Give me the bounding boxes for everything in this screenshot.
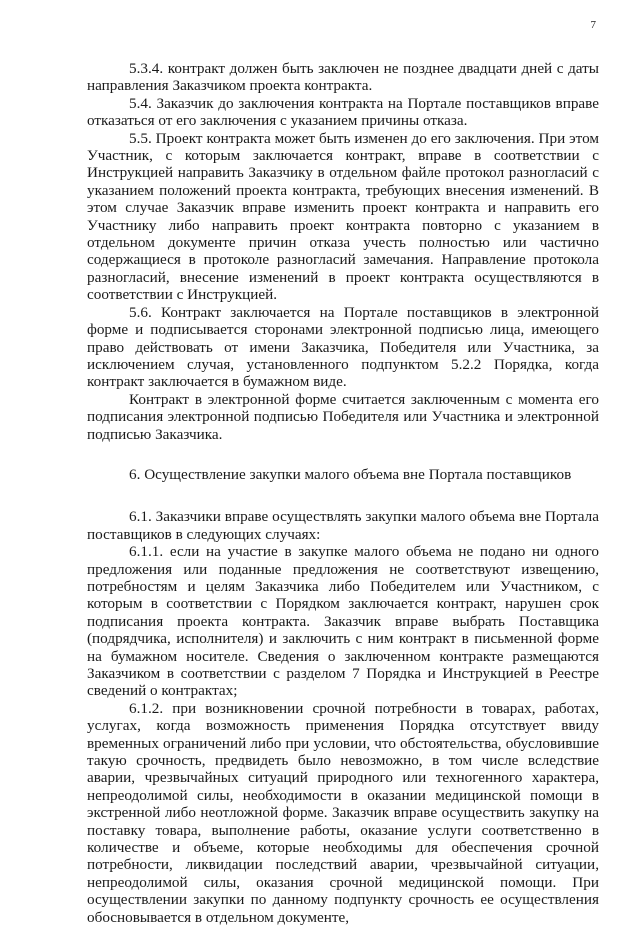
paragraph-6-1: 6.1. Заказчики вправе осуществлять закупки малого объема вне Портала поставщиков в следующих случаях: — [87, 508, 599, 543]
paragraph-5-4: 5.4. Заказчик до заключения контракта на Портале поставщиков вправе отказаться от его заключения с указанием причины отказа. — [87, 94, 599, 130]
paragraph-5-3-4: 5.3.4. контракт должен быть заключен не позднее двадцати дней с даты направления Заказчиком проекта контракта. — [87, 60, 599, 95]
document-body — [87, 60, 599, 926]
paragraph-6-1-2: 6.1.2. при возникновении срочной потребности в товарах, работах, услугах, когда возможность применения Порядка отсутствует ввиду временных ограничений либо при условии, что обстоятельства, обусловившие такую срочность, предвидеть было невозможно, в том числе вследствие аварии, чрезвычайных ситуаций природного или техногенного характера, непреодолимой силы, необходимости в оказании медицинской помощи в экстренной либо неотложной форме. Заказчик вправе осуществить закупку на поставку товара, выполнение работы, оказание услуги соответственно в количестве и объеме, которые необходимы для обеспечения срочной потребности, ликвидации последствий аварии, чрезвычайной ситуации, непреодолимой силы, оказания срочной медицинской помощи. При осуществлении закупки по данному подпункту срочность ее осуществления обосновывается в отдельном документе, — [87, 699, 599, 926]
paragraph-5-5: 5.5. Проект контракта может быть изменен до его заключения. При этом Участник, с которым заключается контракт, вправе в соответствии с Инструкцией направить Заказчику в отдельном файле протокол разногласий с указанием положений проекта контракта, требующих внесения изменений. В этом случае Заказчик вправе изменить проект контракта и направить его Участнику либо направить проект контракта повторно с указанием в отдельном документе причин отказа учесть полностью или частично содержащиеся в протоколе разногласий замечания. Направление протокола разногласий, внесение изменений в проект контракта осуществляются в соответствии с Инструкцией. — [87, 129, 599, 304]
paragraph-5-6: 5.6. Контракт заключается на Портале поставщиков в электронной форме и подписывается сторонами электронной подписью лица, имеющего право действовать от имени Заказчика, Победителя или Участника, за исключением случая, установленного подпунктом 5.2.2 Порядка, когда контракт заключается в бумажном виде. — [87, 303, 599, 391]
page-number: 7 — [590, 19, 596, 31]
paragraph-contract-concluded: Контракт в электронной форме считается заключенным с момента его подписания электронной подписью Победителя или Участника и электронной подписью Заказчика. — [87, 390, 599, 443]
paragraph-6-1-1: 6.1.1. если на участие в закупке малого объема не подано ни одного предложения или поданные предложения не соответствуют извещению, потребностям и целям Заказчика либо Победителем или Участником, с которым в соответствии с Порядком заключается контракт, нарушен срок подписания проекта контракта. Заказчик вправе выбрать Поставщика (подрядчика, исполнителя) и заключить с ним контракт в письменной форме на бумажном носителе. Сведения о заключенном контракте размещаются Заказчиком в соответствии с разделом 7 Порядка и Инструкцией в Реестре сведений о контрактах; — [87, 543, 599, 700]
section-heading-6: 6. Осуществление закупки малого объема вне Портала поставщиков — [129, 465, 572, 483]
